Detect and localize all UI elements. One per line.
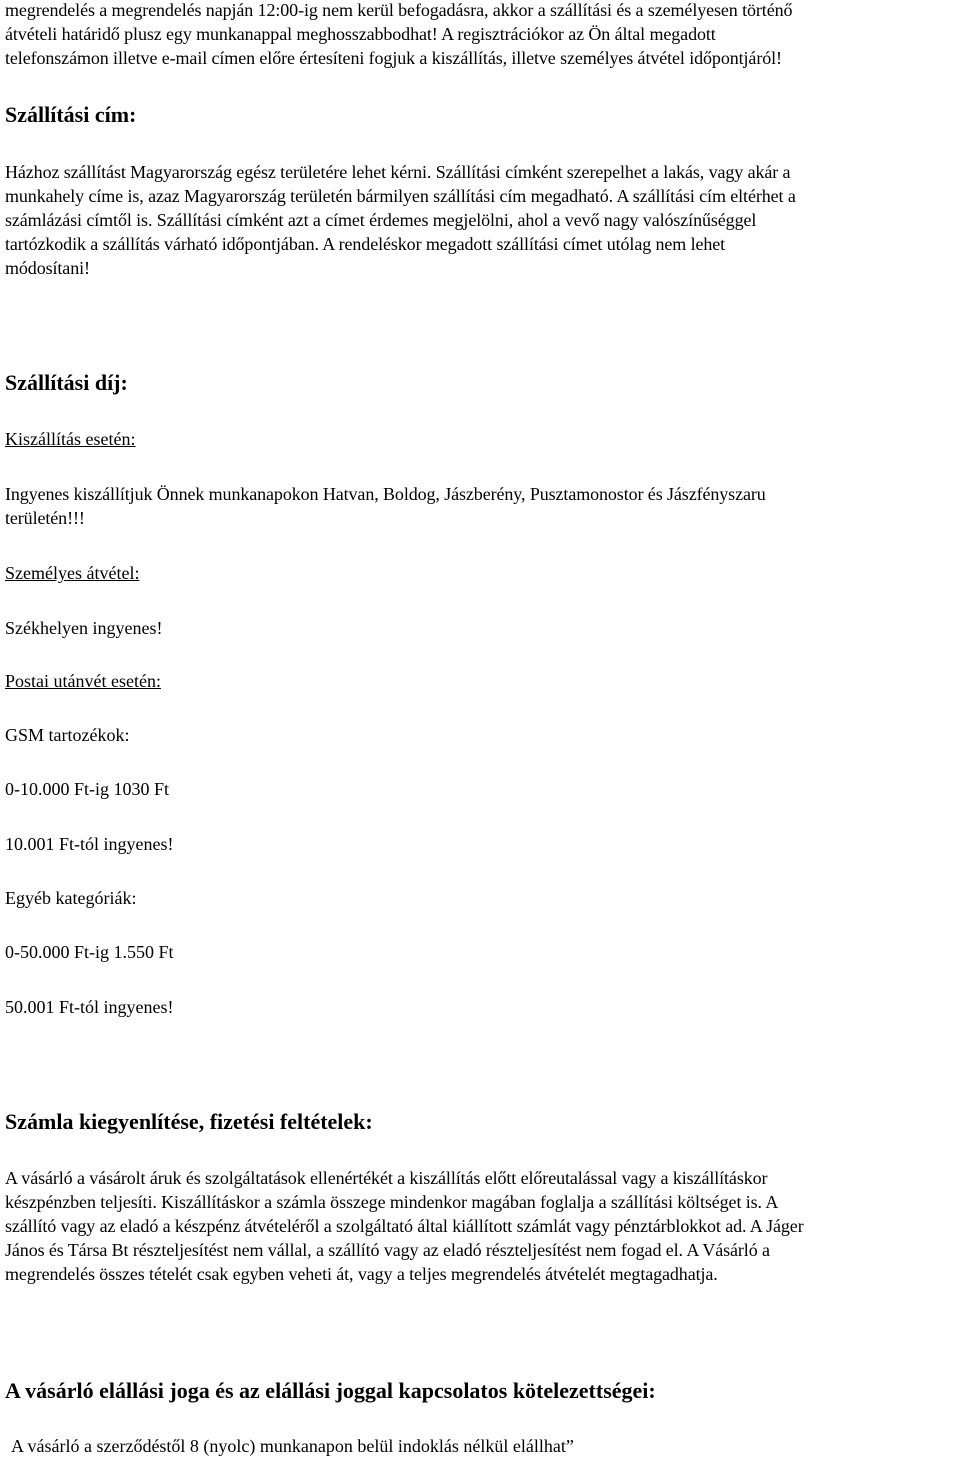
other-label: Egyéb kategóriák: bbox=[5, 888, 137, 908]
delivery-line-1: Ingyenes kiszállítjuk Önnek munkanapokon Hatvan, Boldog, Jászberény, Pusztamonostor és Jászfényszaru bbox=[5, 484, 766, 504]
shipping-address-line-2: munkahely címe is, azaz Magyarország területén bármilyen szállítási cím megadható. A szállítási cím eltérhet a bbox=[5, 186, 796, 206]
payment-line-2: készpénzben teljesíti. Kiszállításkor a számla összege mindenkor magában foglalja a szállítási költséget is. A bbox=[5, 1192, 779, 1212]
delivery-label: Kiszállítás esetén: bbox=[5, 429, 136, 449]
shipping-address-line-3: számlázási címtől is. Szállítási címként azt a címet érdemes megjelölni, ahol a vevő nagy valószínűséggel bbox=[5, 210, 757, 230]
cod-label: Postai utánvét esetén: bbox=[5, 671, 161, 691]
shipping-address-line-4: tartózkodik a szállítás várható időpontjában. A rendeléskor megadott szállítási címet utólag nem lehet bbox=[5, 234, 726, 254]
shipping-address-line-5: módosítani! bbox=[5, 258, 90, 278]
payment-line-1: A vásárló a vásárolt áruk és szolgáltatások ellenértékét a kiszállítás előtt előreutalással vagy a kiszállításkor bbox=[5, 1168, 768, 1188]
gsm-tier-2: 10.001 Ft-tól ingyenes! bbox=[5, 834, 174, 854]
payment-line-5: megrendelés összes tételét csak egyben veheti át, vagy a teljes megrendelés átvételét megtagadhatja. bbox=[5, 1264, 718, 1284]
gsm-label: GSM tartozékok: bbox=[5, 725, 130, 745]
intro-line-1: megrendelés a megrendelés napján 12:00-ig nem kerül befogadásra, akkor a szállítási és a személyesen történő bbox=[5, 0, 793, 20]
other-tier-1: 0-50.000 Ft-ig 1.550 Ft bbox=[5, 942, 174, 962]
withdrawal-line-1: A vásárló a szerződéstől 8 (nyolc) munkanapon belül indoklás nélkül elállhat” bbox=[11, 1436, 574, 1456]
payment-line-4: János és Társa Bt részteljesítést nem vállal, a szállító vagy az eladó részteljesítést nem fogad el. A Vásárló a bbox=[5, 1240, 770, 1260]
intro-line-2: átvételi határidő plusz egy munkanappal meghosszabbodhat! A regisztrációkor az Ön által megadott bbox=[5, 24, 716, 44]
payment-heading: Számla kiegyenlítése, fizetési feltételek: bbox=[5, 1109, 373, 1134]
gsm-tier-1: 0-10.000 Ft-ig 1030 Ft bbox=[5, 779, 170, 799]
intro-line-3: telefonszámon illetve e-mail címen előre értesíteni fogjuk a kiszállítás, illetve személyes átvétel időpontjáról! bbox=[5, 48, 782, 68]
other-tier-2: 50.001 Ft-tól ingyenes! bbox=[5, 997, 174, 1017]
withdrawal-heading: A vásárló elállási joga és az elállási joggal kapcsolatos kötelezettségei: bbox=[5, 1378, 656, 1403]
pickup-text: Székhelyen ingyenes! bbox=[5, 618, 163, 638]
payment-line-3: szállító vagy az eladó a készpénz átvételéről a szolgáltató által kiállított számlát vagy pénztárblokkot ad. A Jáger bbox=[5, 1216, 804, 1236]
shipping-address-heading: Szállítási cím: bbox=[5, 102, 137, 127]
shipping-address-line-1: Házhoz szállítást Magyarország egész területére lehet kérni. Szállítási címként szerepelhet a lakás, vagy akár a bbox=[5, 162, 791, 182]
pickup-label: Személyes átvétel: bbox=[5, 563, 140, 583]
delivery-line-2: területén!!! bbox=[5, 508, 85, 528]
shipping-fee-heading: Szállítási díj: bbox=[5, 370, 128, 395]
